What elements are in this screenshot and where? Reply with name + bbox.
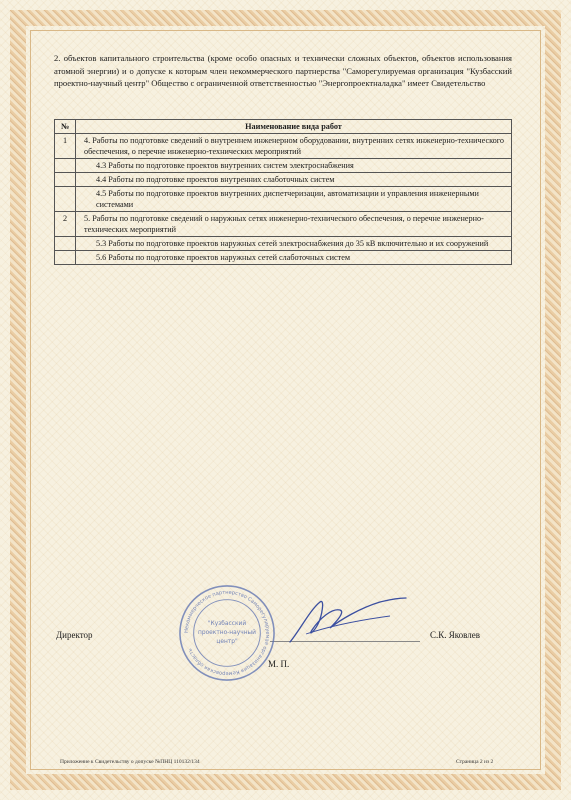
stamp-place-label: М. П. xyxy=(268,659,290,669)
row-number xyxy=(55,237,76,251)
row-text: 4.5 Работы по подготовке проектов внутренних диспетчеризации, автоматизации и управления инженерными системами xyxy=(76,187,512,212)
seal-ring-text: Некоммерческое партнерство Саморегулируемая организация Кемеровская область xyxy=(183,589,271,677)
row-text: 5.3 Работы по подготовке проектов наружных сетей электроснабжения до 35 кВ включительно и их сооружений xyxy=(76,237,512,251)
table-row xyxy=(55,251,512,265)
works-table xyxy=(54,119,512,265)
director-label: Директор xyxy=(56,630,93,640)
row-number xyxy=(55,173,76,187)
row-number xyxy=(55,251,76,265)
handwritten-signature-icon xyxy=(270,590,410,650)
seal-line-3: центр" xyxy=(216,638,238,645)
row-text: 5. Работы по подготовке сведений о наружных сетях инженерно-технического обеспечения, о перечне инженерно-технических мероприятий xyxy=(76,212,512,237)
seal-line-2: проектно-научный xyxy=(198,629,256,636)
table-row xyxy=(55,134,512,159)
table-row xyxy=(55,237,512,251)
row-text: 5.6 Работы по подготовке проектов наружных сетей слаботочных систем xyxy=(76,251,512,265)
header-work-name: Наименование вида работ xyxy=(76,120,512,134)
table-row xyxy=(55,212,512,237)
table-header-row xyxy=(55,120,512,134)
row-text: 4.3 Работы по подготовке проектов внутренних систем электроснабжения xyxy=(76,159,512,173)
table-row xyxy=(55,187,512,212)
director-name: С.К. Яковлев xyxy=(430,630,481,640)
intro-paragraph: 2. объектов капитального строительства (кроме особо опасных и технически сложных объектов, объектов использования атомной энергии) и о допуске к которым член некоммерческого партнерства "Саморегулируемая организация "Кузбасский проектно-научный центр" Общество с ограниченной ответственностью "Энергопроектналадка" имеет Свидетельство xyxy=(54,53,512,89)
row-text: 4. Работы по подготовке сведений о внутреннем инженерном оборудовании, внутренних сетях инженерно-технического обеспечения, о перечне инженерно-технических мероприятий xyxy=(76,134,512,159)
footer-reference: Приложение к Свидетельству о допуске №ПНЦ 110132/134 xyxy=(60,759,200,765)
row-number xyxy=(55,187,76,212)
header-number: № xyxy=(55,120,76,134)
round-seal-icon xyxy=(178,584,276,682)
row-number: 2 xyxy=(55,212,76,237)
seal-line-1: "Кузбасский xyxy=(207,621,247,628)
table-row xyxy=(55,159,512,173)
page-counter: Страница 2 из 2 xyxy=(456,759,494,765)
row-text: 4.4 Работы по подготовке проектов внутренних слаботочных систем xyxy=(76,173,512,187)
table-row xyxy=(55,173,512,187)
row-number: 1 xyxy=(55,134,76,159)
row-number xyxy=(55,159,76,173)
